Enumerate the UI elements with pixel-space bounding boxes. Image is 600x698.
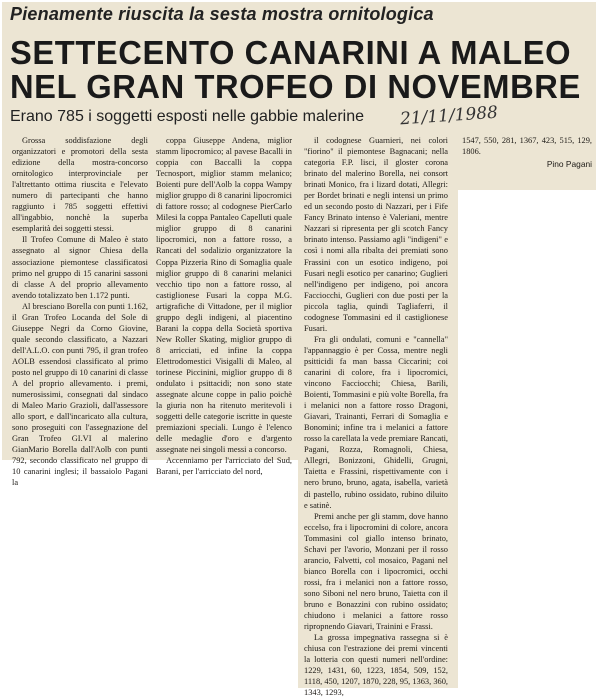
paragraph: Il Trofeo Comune di Maleo è stato assegnato al signor Chiesa della associazione piemontese classificatosi primo nel gruppo di 15 canarini sassoni di classe A del proprio allevamento avendo totalizzato ben 1.172 punti. (12, 235, 148, 300)
paragraph: Premi anche per gli stamm, dove hanno eccelso, fra i lipocromini di colore, ancora Tommasini col giallo intenso brinato, Schavi per l'avorio, Monzani per il rosso arancio, Falvetti, col mosaico, Pagani nel bianco Borella con i lipocromici, occhi rossi, fra i melanici non a fattore rosso, sono Siboni nel nero bruno, Taietta con il bruno e Bonazzini con rubino ossidato; chiudono i melanici a fattore rosso ripropnendo Giavari, Trainini e Frassi. (304, 511, 448, 632)
headline-line-2: NEL GRAN TROFEO DI NOVEMBRE (10, 68, 581, 105)
byline: Pino Pagani (546, 159, 592, 170)
paragraph: il codognese Guarnieri, nei colori "fiorino" il piemontese Bagnacani; nella categoria F.P. lisci, il gloster corona brinato del malerino Borella, nei consort brinati Monico, fra i lizard dotati, Allegri: per Bordet brinati e negli intensi un primo ed un secondo posto di Nazzari, per i Fife Fancy Brinato intenso è Valeriani, mentre Nazzari si ripresenta per gli scotch Fancy brinato intenso. Passiamo agli "indigeni" e così i nomi alla ribalta dei premiati sono Frassini con un esotico indigeno, poi Fusari negli esotico per canarino; Guglieri nell'indigeno per indigeno, poi ancora Facciocchi, Guglieri con due posti per la piccola taglia, quindi Tagliaferri, il codognese Tommasini ed il castiglionese Fusari. (304, 136, 448, 333)
paragraph: Al bresciano Borella con punti 1.162, il Gran Trofeo Locanda del Sole di Giuseppe Negri da Corno Giovine, quale secondo classificato, a Nazzari dell'A.L.O. con punti 795, il gran trofeo AOLB essendosi classificato al primo posto nel gruppo di 10 canarini di classe A del proprio allevamento. i premi, numerosissimi, consegnati dal sindaco di Maleo Mario Grazioli, dall'assessore allo sport, e dall'incaricato alla cultura, sono proseguiti con l'assegnazione del Gran Trofeo GI.VI al malerino GianMario Borella dall'Aolb con punti 792, secondo classificato nel gruppo di 10 canarini inglesi; il bassaiolo Pagani la (12, 301, 148, 488)
article-column-3 (304, 135, 448, 698)
handwritten-date: 21/11/1988 (399, 102, 499, 130)
paragraph: Fra gli ondulati, comuni e "cannella" l'appannaggio è per Cossa, mentre negli psitticidi fa man bassa Ciccarini; coi canarini di colore, fra i lipocromici, vincono Facciocchi; Chiesa, Barili, Boienti, Tommasini e più volte Borella, fra i melanici non a fattore rosso Dragoni, Giavari, Trainanti, Ferrari di Somaglia e Bonomini; infine tra i melanici a fattore rosso la carellata la vede premiare Rancati, Pagani, Rozza, Romagnoli, Chiesa, Allegri, Bonizzoni, Ghidelli, Grugni, Taietta e Frassini, rispettivamente con i nero bruno, bruno, agata, isabella, varietà di pastello, rubino ossidato, rubino diluito e satinè. (304, 334, 448, 510)
article-column-2 (156, 135, 292, 477)
paragraph: 1547, 550, 281, 1367, 423, 515, 129, 1806. (462, 136, 592, 157)
paragraph: La grossa impegnativa rassegna si è chiusa con l'estrazione dei premi vincenti la lotteria con questi numeri nell'ordine: 1229, 1431, 60, 1223, 1854, 509, 152, 1118, 450, 1207, 1870, 228, 95, 1363, 360, 1343, 1293, (304, 633, 448, 698)
subheadline: Erano 785 i soggetti esposti nelle gabbie malerine (10, 108, 365, 125)
paragraph: Accenniamo per l'arricciato del Sud, Barani, per l'arricciato del nord, (156, 456, 292, 477)
article-column-4 (462, 135, 592, 187)
paragraph: coppa Giuseppe Andena, miglior stamm lipocromico; al pavese Bacalli in coppia con Baccalli la coppa Tecnosport, miglior stamm melanico; Boienti pure dell'Aolb la coppa Wampy miglior gruppo di 8 canarini lipocromici di fattore rosso; al codognese PierCarlo Milesi la coppa Pantaleo Capelluti quale miglior gruppo di 8 canarini lipocromici, non a fattore rosso, a Rancati del sodalizio organizzatore la Coppa Pizzeria Rino di Somaglia quale miglior gruppo di 8 canarini melanici vecchio tipo non a fattore rosso, al castiglionese Fusari la coppa M.G. artigrafiche di Vittadone, per il miglior gruppo degli indigeni, al piacentino Barani la coppa della Società sportiva New Roller Skating, miglior gruppo di 8 arricciati, ed infine la coppa Elettrodomestici Visigalli di Maleo, al torinese Piccinini, miglior gruppo di 8 ondulato i psittacidi; non sono state assegnate alcune coppe in palio poichè la giuria non ha ritenuto meritevoli i soggetti delle categorie iscritte in queste premiazioni speciali. Lungo è l'elenco delle medaglie d'oro e d'argento assegnate nei singoli messi a concorso. (156, 136, 292, 455)
headline-line-1: SETTECENTO CANARINI A MALEO (10, 34, 572, 71)
paragraph: Grossa soddisfazione degli organizzatori e promotori della sesta edizione della mostra-concorso ornitologico interprovinciale per l'altrettanto ottima riuscita e l'elevato numero di partecipanti che hanno raggiunto i 785 soggetti effettivi all'ingabbio, nonchè la superba esemplarità dei soggetti stessi. (12, 136, 148, 234)
kicker: Pienamente riuscita la sesta mostra ornitologica (10, 4, 434, 24)
article-column-1 (12, 135, 148, 488)
